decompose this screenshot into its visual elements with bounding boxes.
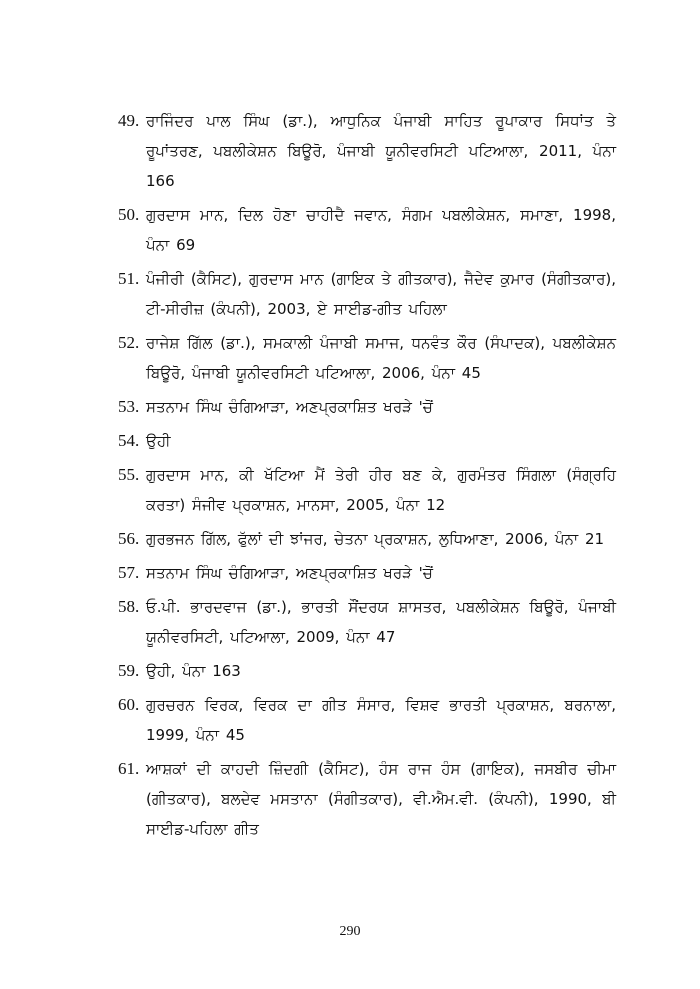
reference-item [0, 592, 700, 652]
reference-text: ਰਾਜਿੰਦਰ ਪਾਲ ਸਿੰਘ (ਡਾ.), ਆਧੁਨਿਕ ਪੰਜਾਬੀ ਸਾਹਿਤ ਰੂਪਾਕਾਰ ਸਿਧਾਂਤ ਤੇ ਰੂਪਾਂਤਰਣ, ਪਬਲੀਕੇਸ਼ਨ ਬਿਊਰੋ, ਪੰਜਾਬੀ ਯੂਨੀਵਰਸਿਟੀ ਪਟਿਆਲਾ, 2011, ਪੰਨਾ 166 [146, 112, 616, 190]
reference-number: 56. [118, 529, 140, 548]
reference-item [0, 106, 700, 196]
reference-number: 49. [118, 111, 140, 130]
page-number: 290 [339, 924, 361, 939]
reference-text: ਸਤਨਾਮ ਸਿੰਘ ਚੰਗਿਆੜਾ, ਅਣਪ੍ਰਕਾਸ਼ਿਤ ਖਰੜੇ 'ਚੋਂ [146, 398, 433, 416]
reference-item [0, 264, 700, 324]
reference-text: ਪੰਜੀਰੀ (ਕੈਸਿਟ), ਗੁਰਦਾਸ ਮਾਨ (ਗਾਇਕ ਤੇ ਗੀਤਕਾਰ), ਜੈਦੇਵ ਕੁਮਾਰ (ਸੰਗੀਤਕਾਰ), ਟੀ-ਸੀਰੀਜ਼ (ਕੰਪਨੀ), 2003, ਏ ਸਾਈਡ-ਗੀਤ ਪਹਿਲਾ [146, 270, 616, 318]
reference-text: ਆਸ਼ਕਾਂ ਦੀ ਕਾਹਦੀ ਜ਼ਿੰਦਗੀ (ਕੈਸਿਟ), ਹੰਸ ਰਾਜ ਹੰਸ (ਗਾਇਕ), ਜਸਬੀਰ ਚੀਮਾ (ਗੀਤਕਾਰ), ਬਲਦੇਵ ਮਸਤਾਨਾ (ਸੰਗੀਤਕਾਰ), ਵੀ.ਐਮ.ਵੀ. (ਕੰਪਨੀ), 1990, ਬੀ ਸਾਈਡ-ਪਹਿਲਾ ਗੀਤ [146, 760, 616, 838]
reference-item [0, 524, 700, 554]
reference-text: ਗੁਰਦਾਸ ਮਾਨ, ਦਿਲ ਹੋਣਾ ਚਾਹੀਦੈ ਜਵਾਨ, ਸੰਗਮ ਪਬਲੀਕੇਸ਼ਨ, ਸਮਾਣਾ, 1998, ਪੰਨਾ 69 [146, 206, 616, 254]
reference-text: ਗੁਰਭਜਨ ਗਿੱਲ, ਫੁੱਲਾਂ ਦੀ ਝਾਂਜਰ, ਚੇਤਨਾ ਪ੍ਰਕਾਸ਼ਨ, ਲੁਧਿਆਣਾ, 2006, ਪੰਨਾ 21 [146, 530, 605, 548]
reference-item [0, 558, 700, 588]
reference-number: 55. [118, 465, 140, 484]
reference-text: ਰਾਜੇਸ਼ ਗਿੱਲ (ਡਾ.), ਸਮਕਾਲੀ ਪੰਜਾਬੀ ਸਮਾਜ, ਧਨਵੰਤ ਕੌਰ (ਸੰਪਾਦਕ), ਪਬਲੀਕੇਸ਼ਨ ਬਿਊਰੋ, ਪੰਜਾਬੀ ਯੂਨੀਵਰਸਿਟੀ ਪਟਿਆਲਾ, 2006, ਪੰਨਾ 45 [146, 334, 616, 382]
reference-text: ਉਹੀ, ਪੰਨਾ 163 [146, 662, 241, 680]
reference-number: 57. [118, 563, 140, 582]
reference-text: ਓ.ਪੀ. ਭਾਰਦਵਾਜ (ਡਾ.), ਭਾਰਤੀ ਸੌਂਦਰਯ ਸ਼ਾਸਤਰ, ਪਬਲੀਕੇਸ਼ਨ ਬਿਊਰੋ, ਪੰਜਾਬੀ ਯੂਨੀਵਰਸਿਟੀ, ਪਟਿਆਲਾ, 2009, ਪੰਨਾ 47 [146, 598, 616, 646]
reference-item [0, 392, 700, 422]
reference-item [0, 690, 700, 750]
reference-list [0, 106, 700, 848]
reference-item [0, 460, 700, 520]
reference-item [0, 426, 700, 456]
reference-item [0, 328, 700, 388]
reference-text: ਗੁਰਦਾਸ ਮਾਨ, ਕੀ ਖੱਟਿਆ ਮੈਂ ਤੇਰੀ ਹੀਰ ਬਣ ਕੇ, ਗੁਰਮੰਤਰ ਸਿੰਗਲਾ (ਸੰਗ੍ਰਹਿ ਕਰਤਾ) ਸੰਜੀਵ ਪ੍ਰਕਾਸ਼ਨ, ਮਾਨਸਾ, 2005, ਪੰਨਾ 12 [146, 466, 616, 514]
reference-text: ਗੁਰਚਰਨ ਵਿਰਕ, ਵਿਰਕ ਦਾ ਗੀਤ ਸੰਸਾਰ, ਵਿਸ਼ਵ ਭਾਰਤੀ ਪ੍ਰਕਾਸ਼ਨ, ਬਰਨਾਲਾ, 1999, ਪੰਨਾ 45 [146, 696, 616, 744]
reference-item [0, 754, 700, 844]
reference-number: 58. [118, 597, 140, 616]
reference-number: 51. [118, 269, 140, 288]
reference-number: 53. [118, 397, 140, 416]
reference-item [0, 200, 700, 260]
reference-number: 54. [118, 431, 140, 450]
reference-number: 60. [118, 695, 140, 714]
reference-number: 61. [118, 759, 140, 778]
reference-text: ਉਹੀ [146, 432, 171, 450]
reference-number: 59. [118, 661, 140, 680]
reference-text: ਸਤਨਾਮ ਸਿੰਘ ਚੰਗਿਆੜਾ, ਅਣਪ੍ਰਕਾਸ਼ਿਤ ਖਰੜੇ 'ਚੋਂ [146, 564, 433, 582]
reference-number: 50. [118, 205, 140, 224]
reference-number: 52. [118, 333, 140, 352]
reference-item [0, 656, 700, 686]
